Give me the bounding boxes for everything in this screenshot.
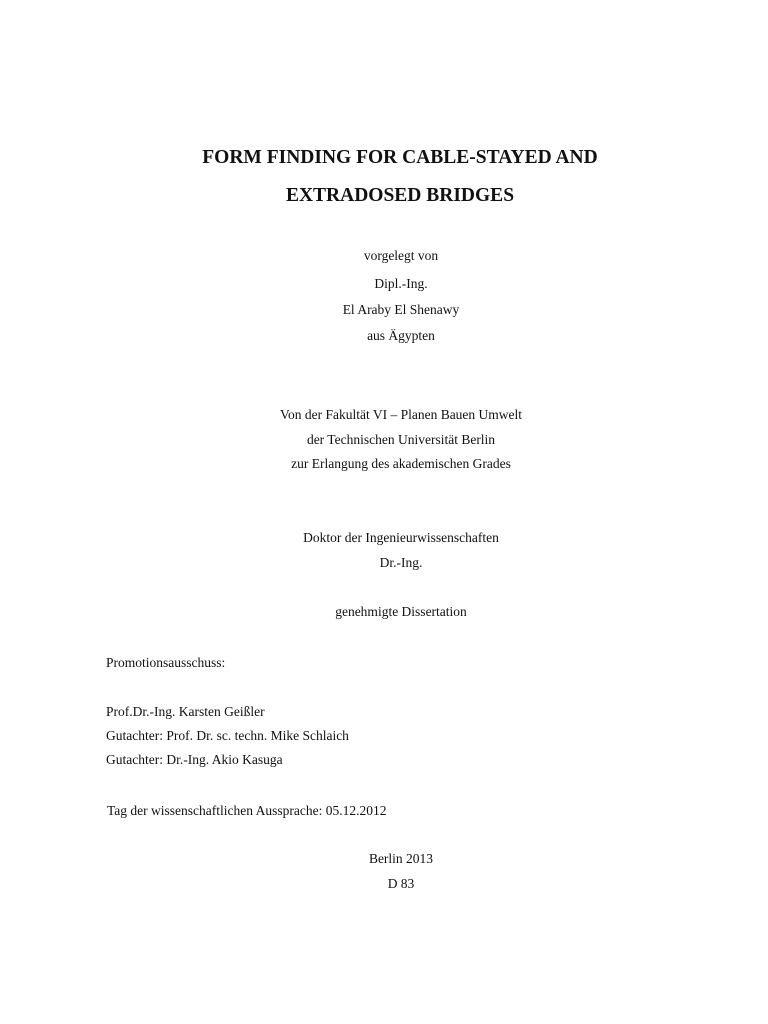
- faculty-line-1: Von der Fakultät VI – Planen Bauen Umwelt: [279, 407, 523, 422]
- degree-name: Doktor der Ingenieurwissenschaften: [303, 530, 499, 545]
- committee-reviewer-2: Gutachter: Dr.-Ing. Akio Kasuga: [106, 752, 283, 767]
- committee-chair: Prof.Dr.-Ing. Karsten Geißler: [106, 704, 265, 719]
- author-origin: aus Ägypten: [367, 328, 435, 343]
- author-degree: Dipl.-Ing.: [374, 276, 428, 291]
- dissertation-title-line-2: EXTRADOSED BRIDGES: [285, 185, 515, 206]
- author-name: El Araby El Shenawy: [342, 302, 460, 317]
- faculty-line-3: zur Erlangung des akademischen Grades: [291, 456, 511, 471]
- faculty-line-2: der Technischen Universität Berlin: [306, 432, 496, 447]
- committee-reviewer-1: Gutachter: Prof. Dr. sc. techn. Mike Schlaich: [106, 728, 349, 743]
- place-year: Berlin 2013: [368, 851, 434, 866]
- degree-abbreviation: Dr.-Ing.: [379, 555, 423, 570]
- publication-code: D 83: [387, 876, 415, 891]
- dissertation-title-line-1: FORM FINDING FOR CABLE-STAYED AND: [202, 147, 598, 168]
- submitted-by-label: vorgelegt von: [363, 248, 439, 263]
- approval-label: genehmigte Dissertation: [335, 604, 467, 619]
- committee-heading: Promotionsausschuss:: [106, 655, 226, 670]
- defense-date: Tag der wissenschaftlichen Aussprache: 05.12.2012: [107, 803, 387, 818]
